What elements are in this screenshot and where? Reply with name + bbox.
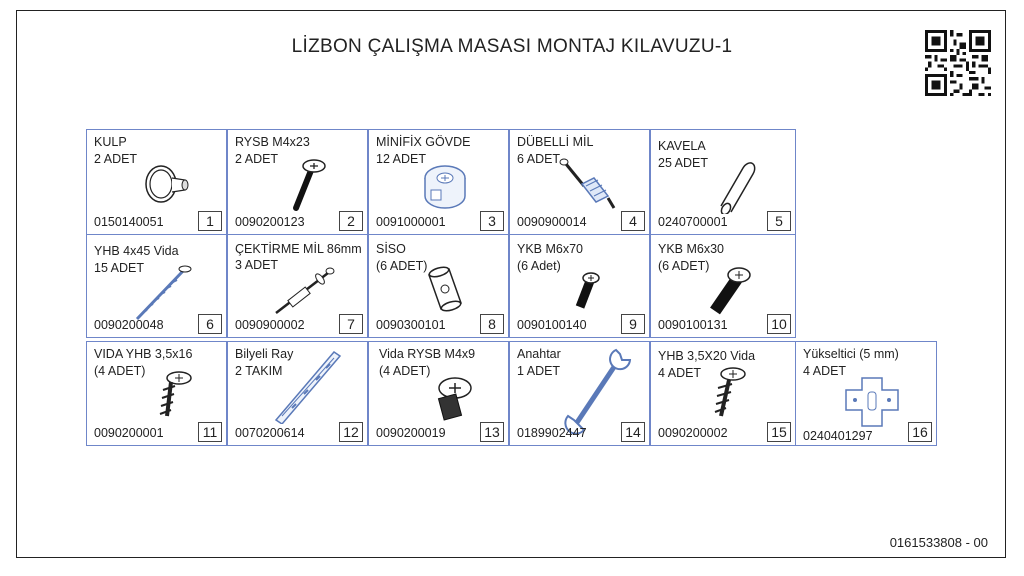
part-cell-16: Yükseltici (5 mm) 4 ADET 0240401297 16 [795, 341, 937, 446]
riser-plate-icon [842, 376, 912, 434]
knob-icon [127, 156, 197, 214]
part-cell-3: MİNİFİX GÖVDE 12 ADET 0091000001 3 [368, 129, 509, 235]
screw-icon [268, 156, 338, 214]
part-cell-6: YHB 4x45 Vida 15 ADET 0090200048 6 [86, 234, 227, 338]
part-cell-11: VIDA YHB 3,5x16 (4 ADET) 0090200001 11 [86, 341, 227, 446]
countersunk-screw-icon [703, 366, 773, 424]
wood-screw-icon [127, 265, 197, 323]
part-cell-1: KULP 2 ADET 0150140051 1 [86, 129, 227, 235]
wooden-dowel-icon [699, 156, 769, 214]
part-cell-13: Vida RYSB M4x9 (4 ADET) 0090200019 13 [368, 341, 509, 446]
part-cell-7: ÇEKTİRME MİL 86mm 3 ADET 0090900002 7 [227, 234, 368, 338]
part-cell-5: KAVELA 25 ADET 0240700001 5 [650, 129, 796, 235]
drawer-rail-icon [272, 346, 342, 424]
countersunk-screw-icon [147, 368, 217, 426]
dowel-bolt-icon [550, 156, 620, 214]
part-cell-14: Anahtar 1 ADET 0189902447 14 [509, 341, 650, 446]
machine-screw-icon [691, 263, 761, 321]
part-cell-10: YKB M6x30 (6 ADET) 0090100131 10 [650, 234, 796, 338]
barrel-nut-icon [409, 263, 479, 321]
qr-code-icon [925, 30, 991, 96]
part-cell-4: DÜBELLİ MİL 6 ADET 0090900014 4 [509, 129, 650, 235]
page-title: LİZBON ÇALIŞMA MASASI MONTAJ KILAVUZU-1 [291, 36, 733, 57]
pull-bolt-icon [268, 263, 338, 321]
part-cell-15: YHB 3,5X20 Vida 4 ADET 0090200002 15 [650, 341, 796, 446]
document-number: 0161533808 - 00 [889, 535, 988, 550]
cam-lock-icon [409, 156, 479, 214]
part-cell-8: SİSO (6 ADET) 0090300101 8 [368, 234, 509, 338]
short-screw-icon [409, 372, 479, 430]
part-cell-9: YKB M6x70 (6 Adet) 0090100140 9 [509, 234, 650, 338]
part-cell-12: Bilyeli Ray 2 TAKIM 0070200614 12 [227, 341, 368, 446]
part-cell-2: RYSB M4x23 2 ADET 0090200123 2 [227, 129, 368, 235]
